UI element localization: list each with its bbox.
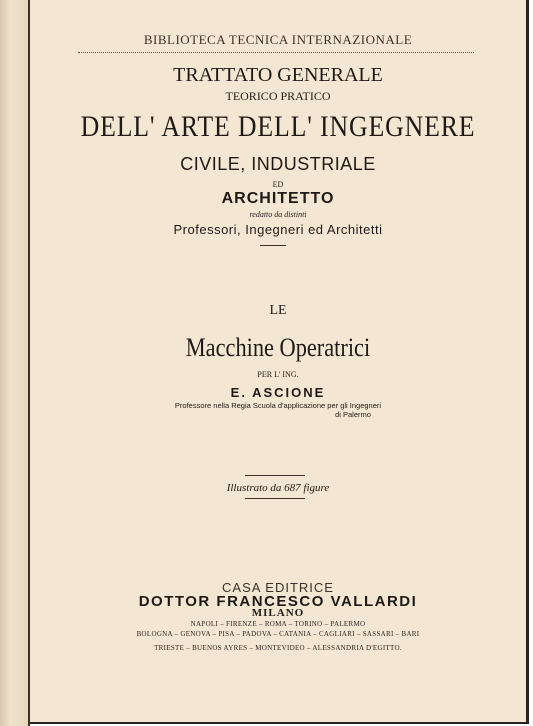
illustrations-rule-top [245,475,305,476]
title-divider [260,245,286,246]
series-title: BIBLIOTECA TECNICA INTERNAZIONALE [143,32,413,47]
publisher-name: DOTTOR FRANCESCO VALLARDI [138,593,418,610]
title-line-8: Professori, Ingegneri ed Architetti [173,222,383,237]
series-rule [78,52,474,53]
title-page [30,0,529,724]
title-line-4: CIVILE, INDUSTRIALE [180,154,376,174]
book-spine [0,0,30,726]
publisher-cities-2: BOLOGNA – GENOVA – PISA – PADOVA – CATANIA – CAGLIARI – SASSARI – BARI [136,630,420,638]
title-line-1: TRATTATO GENERALE [173,64,383,86]
author-affiliation-2: di Palermo [335,410,371,419]
publisher-cities-1: NAPOLI – FIRENZE – ROMA – TORINO – PALERMO [190,620,366,628]
title-line-5: ED [272,180,284,189]
illustrations-note: Illustrato da 687 figure [226,482,330,494]
publisher-cities-3: TRIESTE – BUENOS AYRES – MONTEVIDEO – ALESSANDRIA D'EGITTO. [154,644,402,652]
volume-article: LE [269,303,287,318]
title-line-7: redatto da distinti [249,210,307,219]
volume-title: Macchine Operatrici [185,333,371,362]
author-affiliation-1: Professore nella Regia Scuola d'applicazione per gli Ingegneri [174,401,382,410]
illustrations-rule-bottom [245,498,305,499]
author-name: E. ASCIONE [230,385,326,400]
title-line-2: TEORICO PRATICO [225,89,331,103]
title-line-6: ARCHITETTO [221,190,335,207]
publisher-house: CASA EDITRICE [222,580,334,595]
author-prefix: PER L' ING. [257,370,299,379]
title-line-3: DELL' ARTE DELL' INGEGNERE [80,110,476,143]
publisher-city: MILANO [251,607,305,619]
